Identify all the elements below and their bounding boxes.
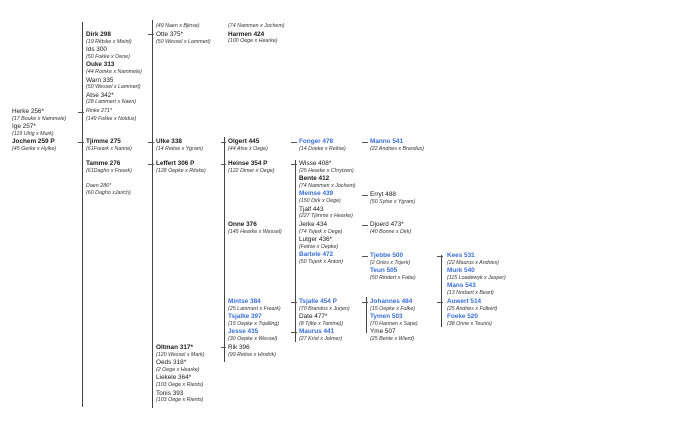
entry-kees [447,252,506,298]
person-name: Dirk 298 [86,31,111,38]
parentage-note: (2 Ories x Tsjerk) [370,259,411,266]
person-link[interactable]: Manno 541 [370,138,404,145]
person-name: Olgert 445 [228,138,260,145]
person-name: Erryt 488 [370,191,396,198]
parentage-note: (25 Bente x Wierd) [370,335,415,342]
person-name: Rik 396 [228,344,250,351]
parentage-note: Rinke 271* [86,108,112,114]
person-link[interactable]: Tjebbe 500 [370,252,404,259]
person-link[interactable]: Bartele 472 [299,251,334,259]
parentage-note: (22 Maurus x Andries) [447,259,499,266]
parentage-note: (14 Doeke x Reitse) [299,145,346,152]
parentage-note: (30 Oepke x Wessel) [228,335,278,342]
parentage-note: (Feitse x Oepke) [299,243,339,250]
parentage-note: (119 Ulrig x Murk) [12,130,54,137]
entry-tamme [86,160,132,198]
entry-otte [156,31,211,46]
parentage-note: (40 Bonne x Dirk) [370,228,412,235]
person-name: Jochem 259 P [12,138,55,145]
entry-erryt [370,191,415,206]
entry-herke [12,108,66,138]
parentage-note: (103 Oege x Rients) [156,397,204,404]
person-link[interactable]: Jesse 435 [228,328,259,336]
parentage-note: (22 Andries x Brandus) [370,145,424,152]
person-link[interactable]: Tsjalle 454 P [299,298,337,305]
parentage-note: (70 Harmen x Sape) [370,320,418,327]
person-link[interactable]: Maurus 441 [299,328,335,336]
person-link[interactable]: Johannes 484 [370,298,413,305]
parentage-note: (2 Oege x Hearke) [156,366,200,373]
entry-jerke [299,221,343,267]
parentage-note: (122 Dimer x Oege) [228,167,275,174]
person-name: Ulke 338 [156,138,182,145]
parentage-note: (50 Fokke x Oene) [86,53,130,60]
person-name: Date 477* [299,313,328,321]
parentage-note: (61Dagho x Freark) [86,167,132,174]
entry-onne [228,221,282,236]
entry-oltman [156,344,204,405]
entry-fonger [299,138,346,153]
entry-jochem [12,138,56,153]
parentage-note: (44 Atse x Oege) [228,145,268,152]
parentage-note: (99 Reitse x Hindrik) [228,351,276,358]
entry-tjimme [86,138,132,153]
parentage-note: (74 Nammen x Jochem) [228,23,285,29]
entry-col3-top [228,23,285,46]
person-name: Onne 376 [228,221,257,228]
person-name: Tamme 276 [86,160,121,167]
person-name: Liekele 364* [156,374,192,382]
parentage-note: (150 Dirk x Oege) [299,197,341,204]
parentage-note: (120 Wessel x Mark) [156,351,205,358]
entry-leffert [156,160,206,175]
parentage-note: (25 Andries x Folkert) [447,305,498,312]
person-name: Ige 257* [12,123,36,131]
person-name [86,175,132,183]
parentage-note: Daen 286* [86,182,112,189]
person-link[interactable]: Mintse 384 [228,298,261,305]
parentage-note: (115 Loadewyk x Jasper) [447,274,506,281]
parentage-note: (149 Fokke x Noldus) [86,115,137,122]
entry-manno [370,138,424,153]
person-name: Lutger 436* [299,236,333,244]
entry-auwert [447,298,497,328]
person-name: Otte 375* [156,31,184,38]
parentage-note: (50 Wessel x Lammert) [156,38,211,45]
parentage-note: (25 Hearke x Chrytzen) [299,167,354,174]
parentage-note: (13 Norbert x Beart) [447,289,494,296]
entry-mintse [228,298,281,344]
person-name: Oltman 317* [156,344,193,351]
parentage-note: (60 Dagho xJarich) [86,190,131,197]
person-name: Ouke 313 [86,61,115,69]
entry-col2-top [156,23,200,31]
person-name: Tjalf 443 [299,205,324,213]
person-link[interactable]: Meinse 439 [299,190,334,198]
entry-ulke [156,138,203,153]
person-name: Leffert 306 P [156,160,195,167]
person-name: Djoerd 473* [370,221,404,228]
entry-rik [228,344,276,359]
parentage-note: (44 Romke x Nammele) [86,68,142,75]
parentage-note: (103 Oege x Rients) [156,381,204,388]
entry-olgert [228,138,268,153]
person-name: Wisse 408* [299,160,332,167]
person-name: Harmen 424 [228,30,265,38]
parentage-note: (25 Lammert x Freark) [228,305,281,312]
person-name: Warn 335 [86,76,114,84]
parentage-note: (50 Sytse x Ygram) [370,198,416,205]
parentage-note: (8 Tjitte x Tamme)) [299,320,344,327]
person-name: Bente 412 [299,175,330,183]
parentage-note: (45 Gerke x Hylke) [12,145,57,152]
parentage-note: (19 Rittske x Meint) [86,38,132,45]
entry-tjebbe [370,252,416,282]
person-link[interactable]: Fonger 478 [299,138,334,145]
parentage-note: (50 Tsjerk x Anton) [299,258,344,265]
person-name: Yme 507 [370,328,396,336]
entry-rinke [86,108,136,123]
person-link[interactable]: Kees 531 [447,252,475,259]
parentage-note: (145 Hearke x Wessel) [228,228,282,235]
person-link[interactable]: Tymen 503 [370,313,403,321]
entry-tsjalle [299,298,350,344]
parentage-note: (49 Naen x Bjinse) [156,23,200,29]
person-name: Herke 256* [12,108,44,115]
parentage-note: (61Freark x Nanne) [86,145,132,152]
person-name: Tjimme 275 [86,138,121,145]
parentage-note: (128 Oepke x Ritske) [156,167,206,174]
entry-johannes [370,298,418,344]
parentage-note: (74 Tsjerk x Oege) [299,228,343,235]
parentage-note: (17 Bouke x Nammele) [12,115,67,122]
parentage-note: (15 Oepke x Folke) [370,305,416,312]
parentage-note: (14 Reitse x Ygram) [156,145,204,152]
entry-wisse [299,160,356,221]
person-link[interactable]: Foeke 520 [447,313,478,321]
entry-djoerd [370,221,411,236]
person-name: Heinse 354 P [228,160,268,167]
parentage-note: (100 Oege x Hearke) [228,38,278,45]
person-link[interactable]: Mans 543 [447,282,476,290]
parentage-note: (15 Oepke x Tsjalling) [228,320,280,327]
person-link[interactable]: Auwert 514 [447,298,482,305]
parentage-note: (28 Lammert x Naen) [86,99,137,106]
person-link[interactable]: Tsjalke 397 [228,313,262,321]
person-link[interactable]: Teun 505 [370,267,398,275]
parentage-note: (27 Krist x Jelmer) [299,335,342,342]
parentage-note: (50 Wessel x Lammert) [86,84,141,91]
person-name: Jerke 434 [299,221,328,228]
parentage-note: (38 Onne x Teunis) [447,320,492,327]
person-link[interactable]: Murk 540 [447,267,475,275]
person-name: Tonis 393 [156,389,184,397]
parentage-note: (227 Tjimme x Hearke) [299,213,353,220]
parentage-note: (74 Nammen x Jochem) [299,182,356,189]
person-name: Oeds 318* [156,359,187,367]
parentage-note: (50 Rindert x Fabe) [370,274,416,281]
parentage-note: (70 Brandus x Jurjen) [299,305,350,312]
person-name: Atse 342* [86,91,114,99]
entry-heinse [228,160,275,175]
person-name: Ids 300 [86,46,107,54]
entry-dirk [86,31,142,107]
